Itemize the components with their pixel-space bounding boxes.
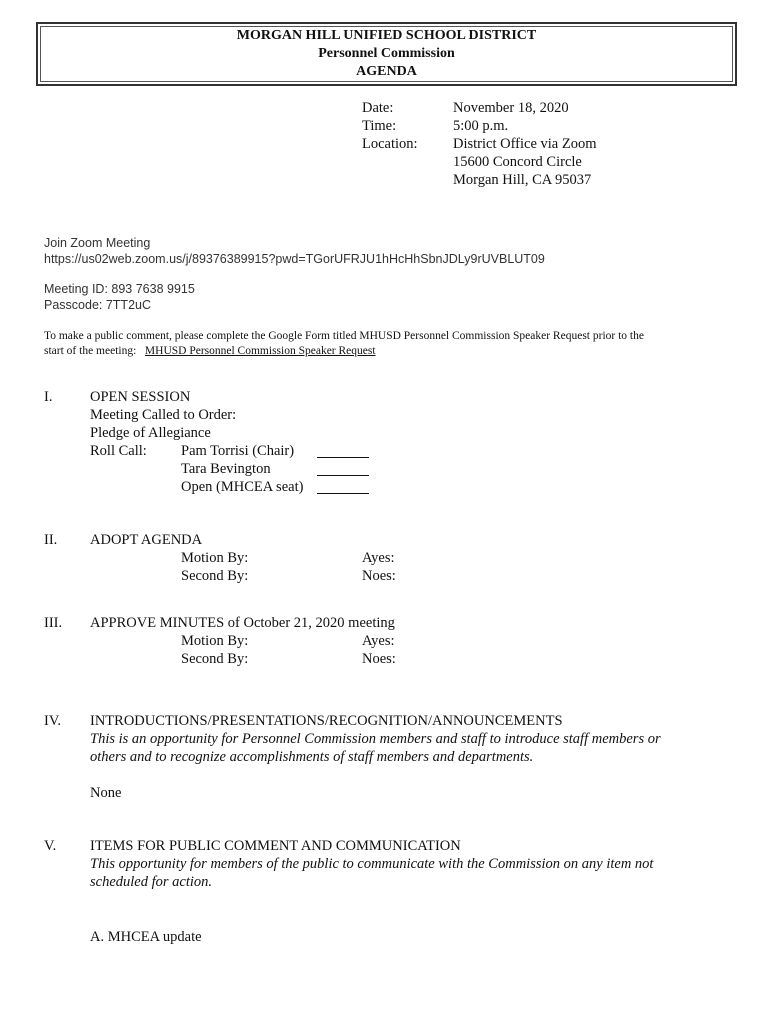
section-number: III. (44, 615, 63, 631)
location-label: Location: (362, 136, 418, 152)
section-title: ITEMS FOR PUBLIC COMMENT AND COMMUNICATION (90, 838, 461, 854)
section-description: This is an opportunity for Personnel Commission members and staff to introduce staff members or (90, 731, 661, 747)
pledge-line: Pledge of Allegiance (90, 425, 211, 441)
section-description: This opportunity for members of the public to communicate with the Commission on any item not (90, 856, 654, 872)
time-value: 5:00 p.m. (453, 118, 509, 134)
location-line: District Office via Zoom (453, 136, 597, 152)
section-number: V. (44, 838, 57, 854)
date-label: Date: (362, 100, 394, 116)
zoom-join-label: Join Zoom Meeting (44, 236, 151, 250)
zoom-meeting-id: Meeting ID: 893 7638 9915 (44, 282, 195, 296)
motion-label: Motion By: (181, 550, 249, 566)
section-number: I. (44, 389, 53, 405)
speaker-request-link[interactable]: MHUSD Personnel Commission Speaker Request (144, 345, 376, 357)
motion-label: Motion By: (181, 633, 249, 649)
section-body: None (90, 785, 122, 801)
second-label: Second By: (181, 568, 249, 584)
commission-name: Personnel Commission (318, 46, 455, 61)
public-comment-line2 (44, 345, 376, 357)
noes-label: Noes: (362, 568, 396, 584)
roll-member: Tara Bevington (181, 461, 271, 477)
zoom-passcode: Passcode: 7TT2uC (44, 298, 151, 312)
roll-blank (317, 445, 369, 463)
ayes-label: Ayes: (362, 550, 395, 566)
roll-member: Pam Torrisi (Chair) (181, 443, 295, 459)
agenda-title: AGENDA (356, 64, 417, 79)
roll-blank (317, 463, 369, 481)
ayes-label: Ayes: (362, 633, 395, 649)
section-number: II. (44, 532, 58, 548)
section-title: INTRODUCTIONS/PRESENTATIONS/RECOGNITION/ANNOUNCEMENTS (90, 713, 563, 729)
roll-call-label: Roll Call: (90, 443, 147, 459)
public-comment-text: To make a public comment, please complete the Google Form titled MHUSD Personnel Commission Speaker Request prior to the (44, 330, 644, 342)
agenda-item-a: A. MHCEA update (90, 929, 202, 945)
section-number: IV. (44, 713, 62, 729)
roll-blank (317, 481, 369, 499)
meeting-called-line: Meeting Called to Order: (90, 407, 237, 423)
section-description: scheduled for action. (90, 874, 213, 890)
district-name: MORGAN HILL UNIFIED SCHOOL DISTRICT (236, 28, 537, 43)
location-line: 15600 Concord Circle (453, 154, 582, 170)
public-comment-prefix: start of the meeting: (44, 345, 137, 357)
section-title: ADOPT AGENDA (90, 532, 203, 548)
agenda-header-box (36, 22, 737, 86)
zoom-url[interactable]: https://us02web.zoom.us/j/89376389915?pwd=TGorUFRJU1hHcHhSbnJDLy9rUVBLUT09 (44, 252, 545, 266)
date-value: November 18, 2020 (453, 100, 569, 116)
roll-member: Open (MHCEA seat) (181, 479, 304, 495)
second-label: Second By: (181, 651, 249, 667)
time-label: Time: (362, 118, 397, 134)
section-title: APPROVE MINUTES of October 21, 2020 meeting (90, 615, 395, 631)
section-description: others and to recognize accomplishments of staff members and departments. (90, 749, 534, 765)
noes-label: Noes: (362, 651, 396, 667)
section-title: OPEN SESSION (90, 389, 191, 405)
location-line: Morgan Hill, CA 95037 (453, 172, 592, 188)
